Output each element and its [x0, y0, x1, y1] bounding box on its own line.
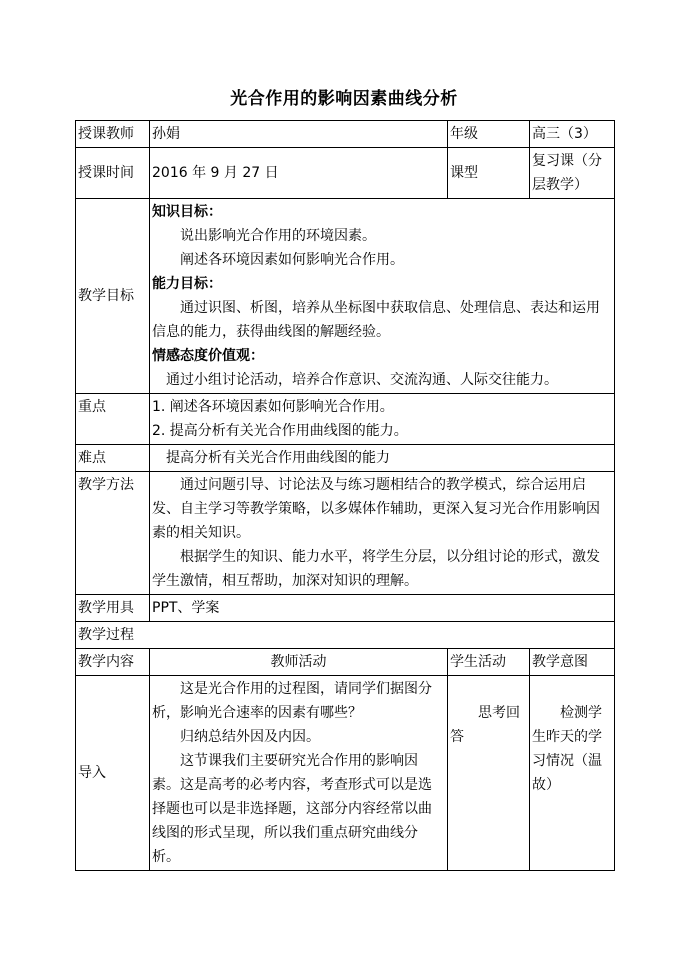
difficulty-text: 提高分析有关光合作用曲线图的能力 [150, 445, 615, 472]
knowledge-item-1: 说出影响光合作用的环境因素。 [180, 228, 376, 244]
time-row [76, 148, 615, 199]
key-points-content [150, 394, 615, 445]
goals-row [76, 199, 615, 394]
method-content [150, 472, 615, 595]
key-point-2: 2. 提高分析有关光合作用曲线图的能力。 [152, 423, 408, 439]
difficulty-row [76, 445, 615, 472]
tools-row [76, 595, 615, 622]
emotion-text: 通过小组讨论活动，培养合作意识、交流沟通、人际交往能力。 [166, 372, 558, 388]
intro-teacher-content [150, 676, 448, 871]
key-point-1: 1. 阐述各环境因素如何影响光合作用。 [152, 399, 394, 415]
method-row [76, 472, 615, 595]
ability-heading: 能力目标： [152, 276, 222, 292]
intro-intent-text: 检测学生昨天的学习情况（温故） [532, 705, 602, 793]
tools-text: PPT、学案 [150, 595, 615, 622]
teacher-value: 孙娟 [150, 121, 448, 148]
key-points-row [76, 394, 615, 445]
goals-label: 教学目标 [76, 199, 150, 394]
method-para-2: 根据学生的知识、能力水平，将学生分层，以分组讨论的形式，激发学生激情，相互帮助，加深对知识的理解。 [152, 549, 600, 589]
key-points-label: 重点 [76, 394, 150, 445]
header-teacher: 教师活动 [150, 649, 448, 676]
process-header-row [76, 649, 615, 676]
intro-student-text: 思考回答 [450, 705, 520, 745]
emotion-heading: 情感态度价值观： [152, 348, 264, 364]
intro-teacher-2: 归纳总结外因及内因。 [180, 729, 320, 745]
process-row [76, 622, 615, 649]
knowledge-heading: 知识目标： [152, 204, 222, 220]
header-student: 学生活动 [448, 649, 530, 676]
type-label: 课型 [448, 148, 530, 199]
teacher-label: 授课教师 [76, 121, 150, 148]
difficulty-label: 难点 [76, 445, 150, 472]
header-content: 教学内容 [76, 649, 150, 676]
grade-value: 高三（3） [530, 121, 615, 148]
time-value: 2016 年 9 月 27 日 [150, 148, 448, 199]
time-label: 授课时间 [76, 148, 150, 199]
tools-label: 教学用具 [76, 595, 150, 622]
header-intent: 教学意图 [530, 649, 615, 676]
ability-text: 通过识图、析图，培养从坐标图中获取信息、处理信息、表达和运用信息的能力，获得曲线图的解题经验。 [152, 300, 600, 340]
intro-teacher-1: 这是光合作用的过程图，请同学们据图分析，影响光合速率的因素有哪些？ [152, 681, 432, 721]
intro-row [76, 676, 615, 871]
goals-content [150, 199, 615, 394]
intro-student [448, 676, 530, 871]
process-label: 教学过程 [76, 622, 615, 649]
lesson-plan-table [75, 120, 615, 871]
intro-label: 导入 [76, 676, 150, 871]
teacher-row [76, 121, 615, 148]
document-title: 光合作用的影响因素曲线分析 [230, 89, 458, 109]
type-value: 复习课（分层教学） [530, 148, 615, 199]
method-label: 教学方法 [76, 472, 150, 595]
intro-intent [530, 676, 615, 871]
knowledge-item-2: 阐述各环境因素如何影响光合作用。 [180, 252, 404, 268]
method-para-1: 通过问题引导、讨论法及与练习题相结合的教学模式，综合运用启发、自主学习等教学策略，以多媒体作辅助，更深入复习光合作用影响因素的相关知识。 [152, 477, 600, 541]
grade-label: 年级 [448, 121, 530, 148]
intro-teacher-3: 这节课我们主要研究光合作用的影响因素。这是高考的必考内容，考查形式可以是选择题也可以是非选择题，这部分内容经常以曲线图的形式呈现，所以我们重点研究曲线分析。 [152, 753, 432, 865]
